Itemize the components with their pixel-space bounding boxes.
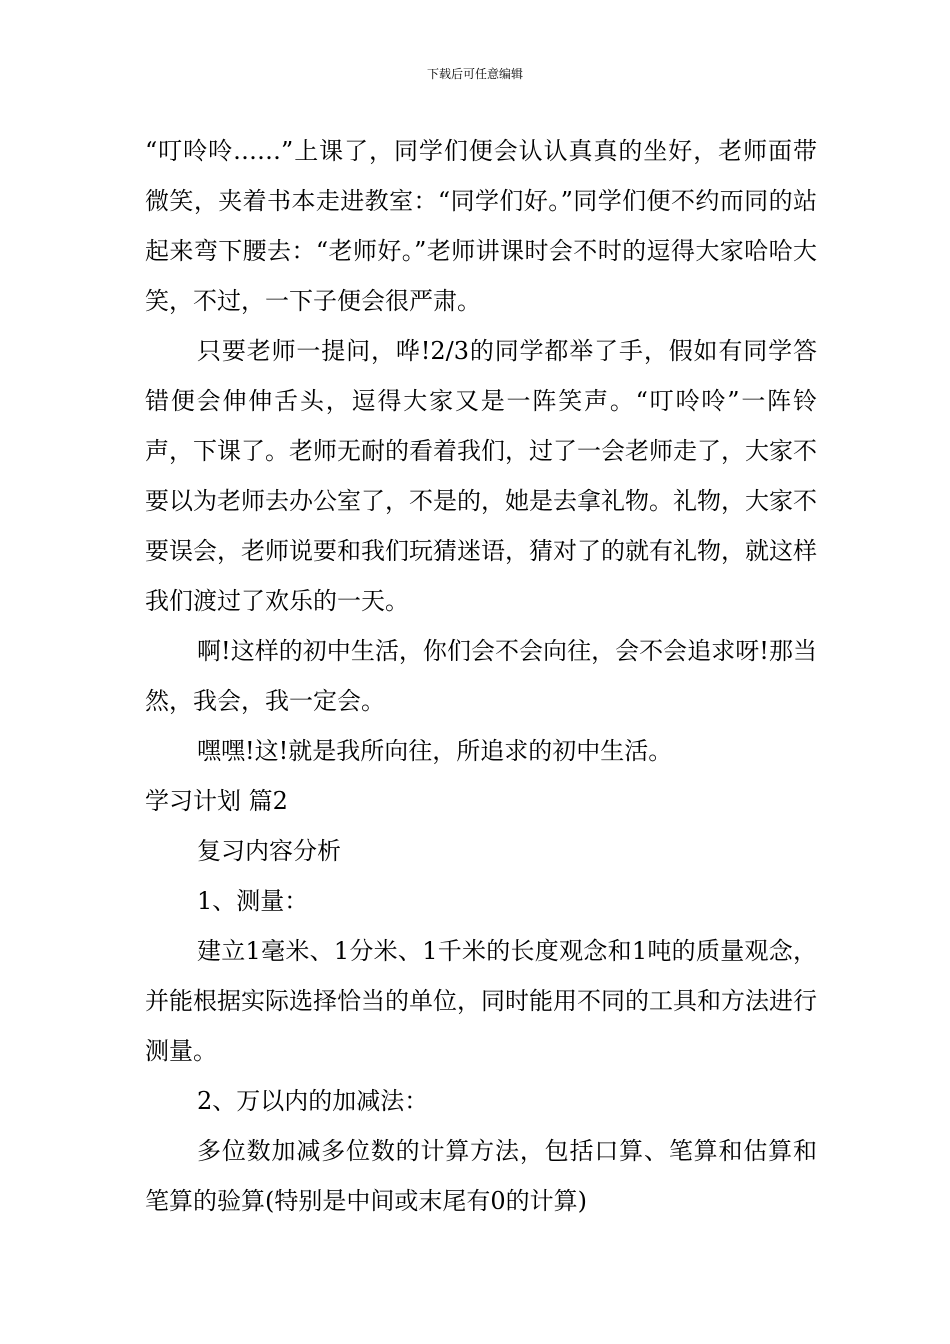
document-body: [145, 126, 817, 1226]
section-item-1: 复习内容分析: [197, 837, 341, 865]
page-header: 下载后可任意编辑: [426, 67, 523, 81]
section-item-2: 1、测量：: [197, 887, 309, 915]
paragraph-2: 只要老师一提问，哗!2/3的同学都举了手，假如有同学答错便会伸伸舌头，逗得大家又是一阵笑声。“叮呤呤”一阵铃声，下课了。老师无耐的看着我们，过了一会老师走了，大家不要以为老师去办公室了，不是的，她是去拿礼物。礼物，大家不要误会，老师说要和我们玩猜迷语，猜对了的就有礼物，就这样我们渡过了欢乐的一天。: [145, 337, 817, 615]
paragraph-4: 嘿嘿!这!就是我所向往，所追求的初中生活。: [197, 737, 673, 765]
section-item-5: 多位数加减多位数的计算方法，包括口算、笔算和估算和笔算的验算(特别是中间或末尾有0的计算): [145, 1137, 817, 1215]
section-title: 学习计划 篇2: [145, 787, 288, 815]
section-item-3: 建立1毫米、1分米、1千米的长度观念和1吨的质量观念，并能根据实际选择恰当的单位，同时能用不同的工具和方法进行测量。: [145, 937, 817, 1065]
paragraph-1: “叮呤呤……”上课了，同学们便会认认真真的坐好，老师面带微笑，夹着书本走进教室：“同学们好。”同学们便不约而同的站起来弯下腰去：“老师好。”老师讲课时会不时的逗得大家哈哈大笑，不过，一下子便会很严肃。: [145, 137, 817, 315]
section-item-4: 2、万以内的加减法：: [197, 1087, 429, 1115]
paragraph-3: 啊!这样的初中生活，你们会不会向往，会不会追求呀!那当然，我会，我一定会。: [145, 637, 817, 715]
